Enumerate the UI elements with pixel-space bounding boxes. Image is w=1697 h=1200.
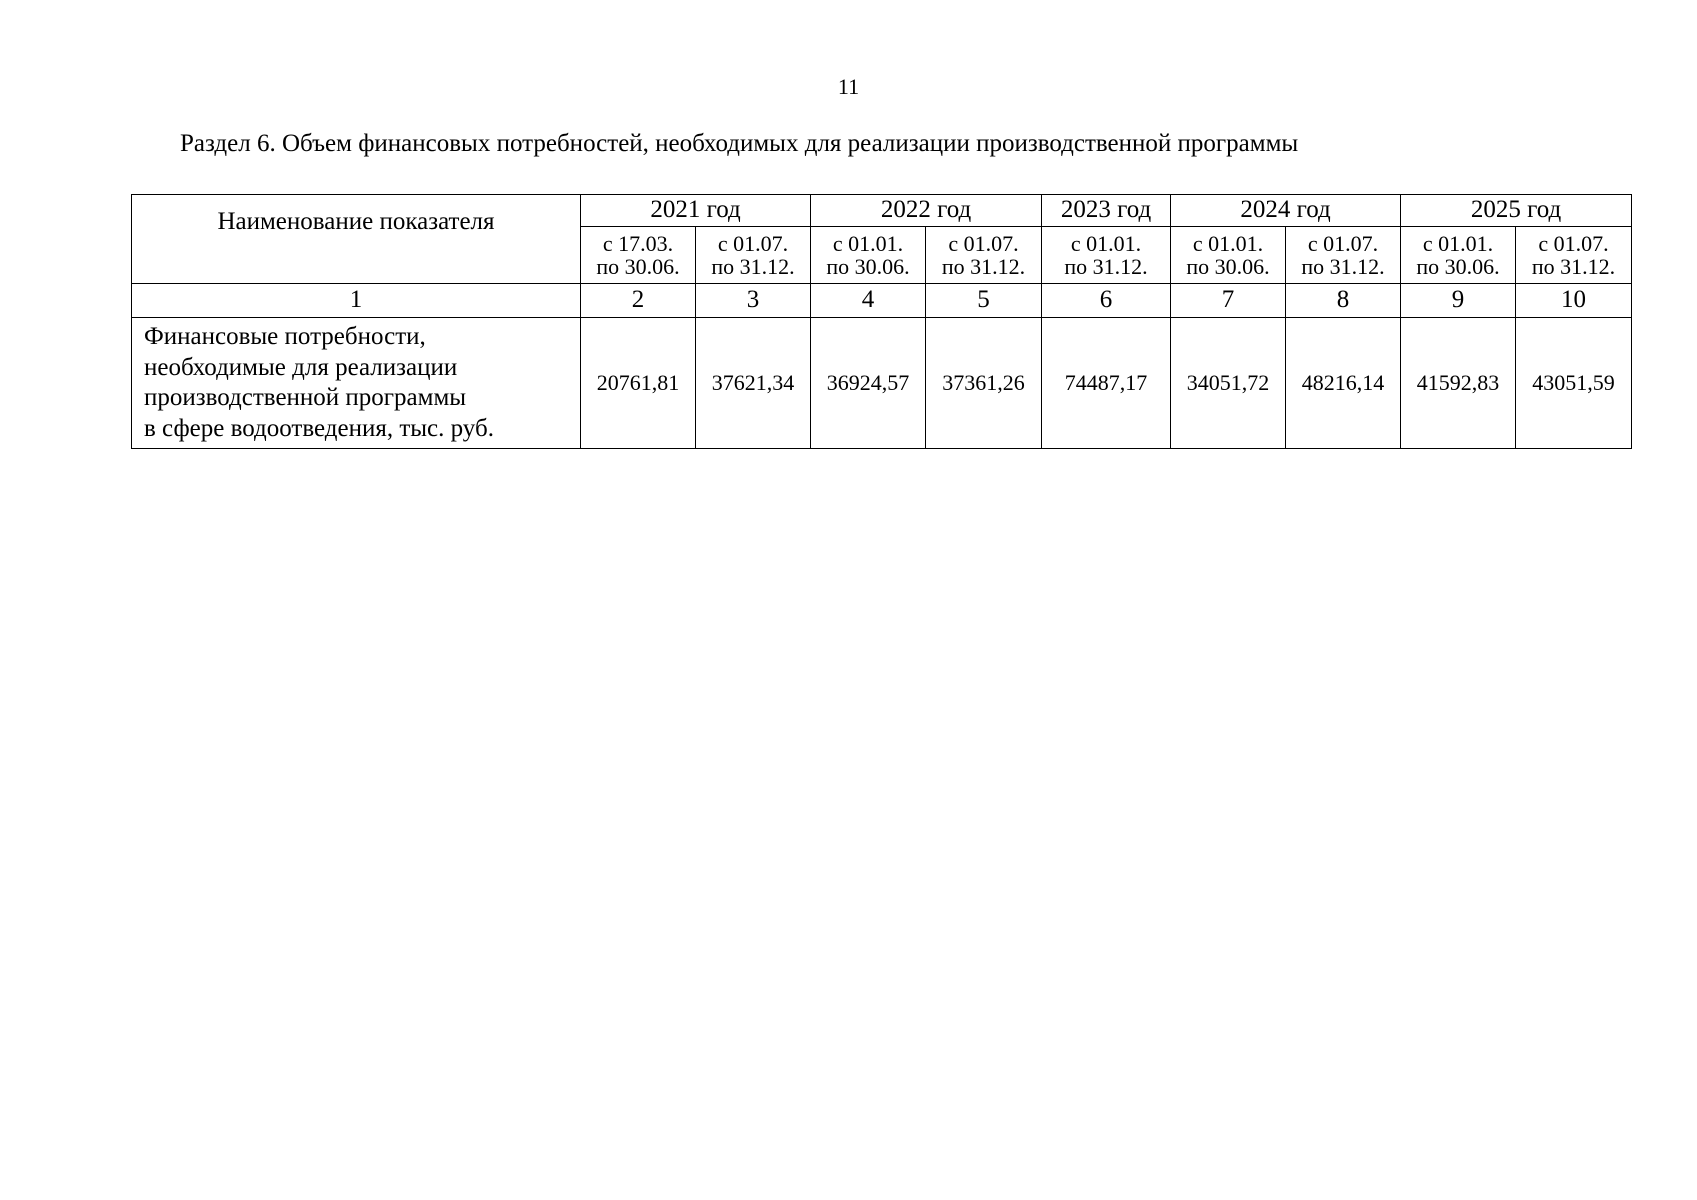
- period-from: с 01.01.: [832, 230, 904, 256]
- period-from: с 01.07.: [948, 230, 1019, 256]
- period-from: с 01.01.: [1422, 230, 1494, 256]
- value-cell: 48216,14: [1286, 318, 1401, 449]
- year-header-2021: 2021 год: [581, 195, 811, 227]
- value-cell: 74487,17: [1042, 318, 1171, 449]
- column-number: 2: [581, 284, 696, 318]
- period-to: по 31.12.: [1531, 254, 1616, 279]
- year-header-row: [132, 195, 1632, 227]
- column-number: 8: [1286, 284, 1401, 318]
- period-to: по 31.12.: [1301, 254, 1385, 279]
- value-cell: 43051,59: [1516, 318, 1632, 449]
- period-from: с 01.07.: [1307, 230, 1379, 256]
- column-number-row: [132, 284, 1632, 318]
- value-cell: 36924,57: [811, 318, 926, 449]
- period-to: по 31.12.: [941, 254, 1026, 279]
- period-from: с 01.01.: [1192, 230, 1264, 256]
- year-header-2022: 2022 год: [811, 195, 1042, 227]
- column-number: 1: [132, 284, 581, 318]
- period-header: [811, 227, 926, 284]
- column-number: 3: [696, 284, 811, 318]
- indicator-line: в сфере водоотведения, тыс. руб.: [144, 414, 494, 442]
- column-number: 4: [811, 284, 926, 318]
- indicator-line: Финансовые потребности,: [144, 323, 426, 350]
- section-title: Раздел 6. Объем финансовых потребностей, необходимых для реализации производственной программы: [180, 130, 1299, 157]
- indicator-name-header: Наименование показателя: [132, 195, 581, 284]
- value-cell: 20761,81: [581, 318, 696, 449]
- year-header-2023: 2023 год: [1042, 195, 1171, 227]
- value-cell: 37621,34: [696, 318, 811, 449]
- period-from: с 01.07.: [1538, 230, 1609, 256]
- value-cell: 34051,72: [1171, 318, 1286, 449]
- column-number: 9: [1401, 284, 1516, 318]
- year-header-2024: 2024 год: [1171, 195, 1401, 227]
- indicator-name-cell: [132, 318, 581, 449]
- period-from: с 01.01.: [1070, 230, 1142, 256]
- period-from: с 01.07.: [717, 230, 789, 256]
- period-header: [1042, 227, 1171, 284]
- value-cell: 41592,83: [1401, 318, 1516, 449]
- column-number: 5: [926, 284, 1042, 318]
- table-row: [132, 318, 1632, 449]
- indicator-line: необходимые для реализации: [144, 353, 458, 381]
- period-to: по 31.12.: [711, 254, 795, 279]
- year-header-2025: 2025 год: [1401, 195, 1632, 227]
- period-header: [696, 227, 811, 284]
- period-to: по 30.06.: [826, 254, 910, 279]
- period-to: по 30.06.: [1416, 254, 1500, 279]
- period-to: по 30.06.: [1186, 254, 1270, 279]
- period-to: по 30.06.: [596, 254, 680, 279]
- period-from: с 17.03.: [602, 230, 674, 256]
- period-header: [926, 227, 1042, 284]
- period-header: [1401, 227, 1516, 284]
- indicator-line: производственной программы: [144, 384, 467, 411]
- period-header: [581, 227, 696, 284]
- page-number: 11: [837, 74, 860, 99]
- column-number: 10: [1516, 284, 1632, 318]
- column-number: 7: [1171, 284, 1286, 318]
- column-number: 6: [1042, 284, 1171, 318]
- period-to: по 31.12.: [1064, 254, 1148, 279]
- value-cell: 37361,26: [926, 318, 1042, 449]
- period-header: [1171, 227, 1286, 284]
- period-header: [1516, 227, 1632, 284]
- financial-needs-table: [131, 194, 1632, 449]
- period-header: [1286, 227, 1401, 284]
